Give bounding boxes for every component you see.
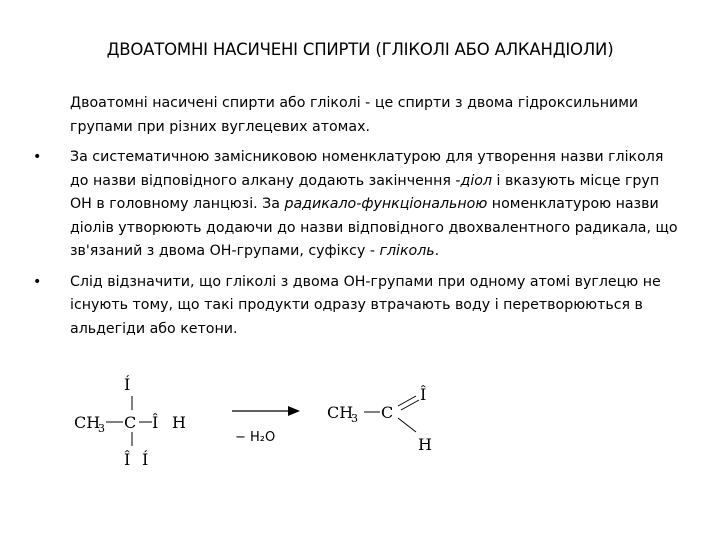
product-ch-label: CH [327,403,354,422]
product-c-label: C [381,403,394,422]
product-double-bond-b [401,400,419,410]
bullet1-italic-c: гліколь [379,243,435,259]
product-o-label: Î [420,385,427,404]
slide-body [33,92,682,348]
reactant-bottom-h: Í [142,450,149,469]
reactant-structure [74,374,186,469]
reactant-ch-label: CH [74,413,101,432]
bullet-item-gem-diols [33,271,682,342]
product-ch-subscript: 3 [351,412,358,425]
reactant-right-h: H [172,413,186,432]
bullet2-text: Слід відзначити, що гліколі з двома ОН-групами при одному атомі вуглецю не існують тому, що такі продукти одразу втрачають воду і перетворюються в альдегіди або кетони. [70,273,661,337]
reaction-svg [0,360,720,480]
reaction-arrow [232,406,300,445]
reactant-right-o: Î [152,413,159,432]
bullet1-text-a: За систематичною замісниковою номенклатурою для утворення назви гліколя до назви відповідного алкану додають закінчення - [70,149,664,189]
reactant-top-atom: Í [124,375,131,394]
product-double-bond-a [398,396,416,406]
bullet-icon: • [33,273,42,290]
reaction-scheme [0,360,720,480]
bullet-item-nomenclature [33,146,682,264]
arrow-head-icon [288,406,300,416]
reagent-label: − H₂O [235,430,276,445]
bullet1-text-b: і вказують місце груп ОН в головному ланцюзі. За [70,172,660,212]
reactant-ch-subscript: 3 [98,422,105,435]
bullet1-text-d: . [434,243,440,259]
slide-title: ДВОАТОМНІ НАСИЧЕНІ СПИРТИ (ГЛІКОЛІ АБО АЛКАНДІОЛИ) [106,40,614,59]
product-h-bond [398,418,416,432]
bullet1-text-c: номенклатурою назви діолів утворюють додаючи до назви відповідного двохвалентного радикала, що зв'язаний з двома ОН-групами, суфіксу - [70,196,678,259]
reactant-c-label: C [124,413,137,432]
product-structure [327,384,432,454]
bullet1-italic-a: діол [460,172,493,189]
reactant-bottom-o: Î [124,450,131,469]
bullet-icon: • [33,149,42,165]
bullet1-italic-b: радикало-функціональною [284,196,488,212]
product-h-label: H [418,435,432,454]
intro-paragraph: Двоатомні насичені спирти або гліколі - це спирти з двома гідроксильними групами при різних вуглецевих атомах. [70,95,639,135]
